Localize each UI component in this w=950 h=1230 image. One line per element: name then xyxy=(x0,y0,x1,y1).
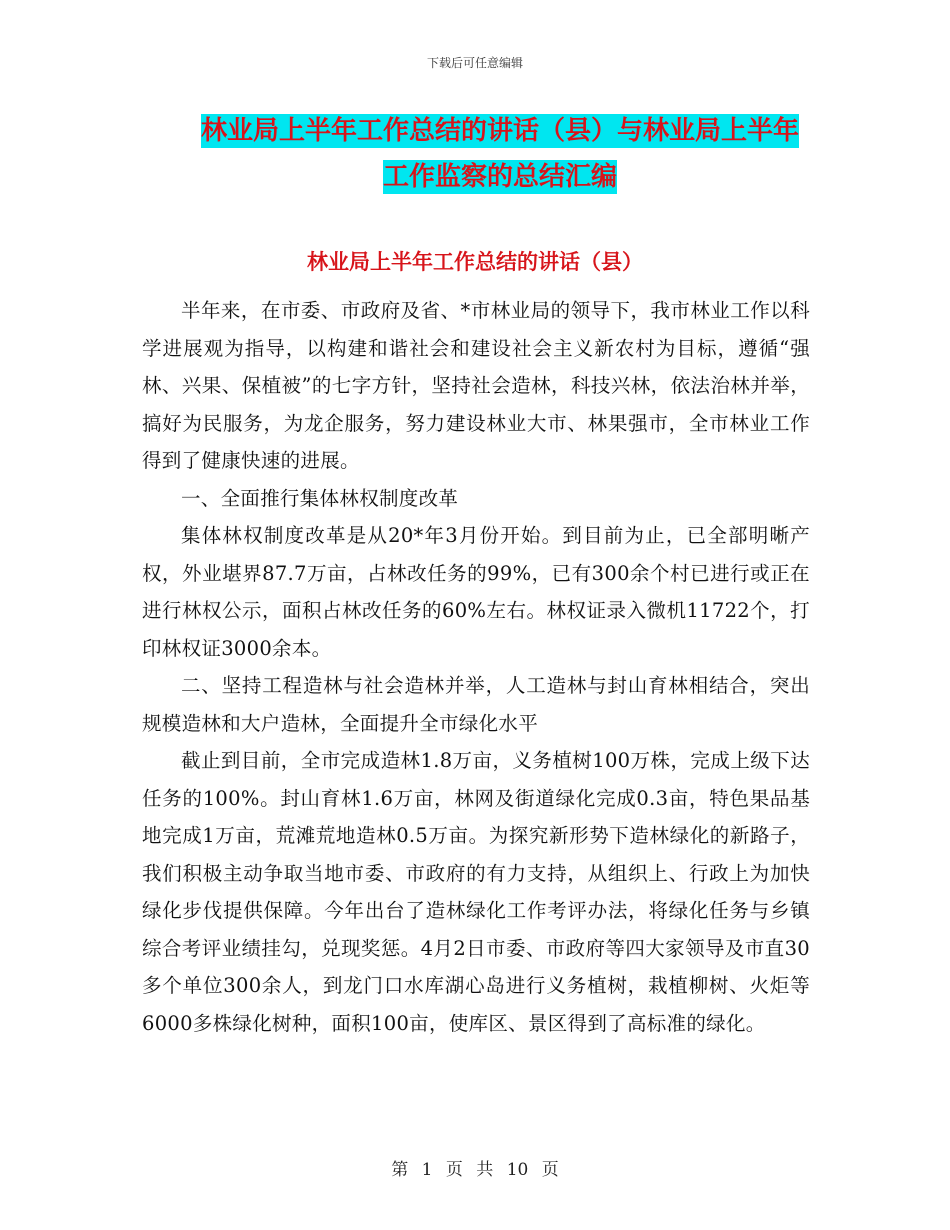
footer-suffix: 页 xyxy=(541,1160,559,1180)
paragraph-afforestation: 截止到目前，全市完成造林1.8万亩，义务植树100万株，完成上级下达任务的100%。封山育林1.6万亩，林网及街道绿化完成0.3亩，特色果品基地完成1万亩，荒滩荒地造林0.5万亩。为探究新形势下造林绿化的新路子，我们积极主动争取当地市委、市政府的有力支持，从组织上、行政上为加快绿化步伐提供保障。今年出台了造林绿化工作考评办法，将绿化任务与乡镇综合考评业绩挂勾，兑现奖惩。4月2日市委、市政府等四大家领导及市直30多个单位300余人，到龙门口水库湖心岛进行义务植树，栽植柳树、火炬等6000多株绿化树种，面积100亩，使库区、景区得到了高标准的绿化。 xyxy=(142,749,810,1035)
footer-current-page: 1 xyxy=(421,1160,433,1180)
header-note: 下载后可任意编辑 xyxy=(426,56,523,70)
footer-page-word: 页 xyxy=(445,1160,463,1180)
section-title: 林业局上半年工作总结的讲话（县） xyxy=(307,250,643,274)
heading-one: 一、全面推行集体林权制度改革 xyxy=(181,486,459,510)
footer-total-pages: 10 xyxy=(506,1160,529,1180)
paragraph-intro: 半年来，在市委、市政府及省、*市林业局的领导下，我市林业工作以科学进展观为指导，以构建和谐社会和建设社会主义新农村为目标，遵循“强林、兴果、保植被”的七字方针，坚持社会造林，科技兴林，依法治林并举，搞好为民服务，为龙企服务，努力建设林业大市、林果强市，全市林业工作得到了健康快速的进展。 xyxy=(142,299,810,472)
page-footer xyxy=(0,1155,950,1180)
footer-prefix: 第 xyxy=(391,1160,409,1180)
footer-total-word: 共 xyxy=(476,1160,494,1180)
heading-two: 二、坚持工程造林与社会造林并举，人工造林与封山育林相结合，突出规模造林和大户造林，全面提升全市绿化水平 xyxy=(142,674,810,735)
document-title-line-1: 林业局上半年工作总结的讲话（县）与林业局上半年 xyxy=(200,116,799,146)
document-title xyxy=(140,108,860,200)
paragraph-forest-rights: 集体林权制度改革是从20*年3月份开始。到目前为止，已全部明晰产权，外业堪界87.7万亩，占林改任务的99%，已有300余个村已进行或正在进行林权公示，面积占林改任务的60%左右。林权证录入微机11722个，打印林权证3000余本。 xyxy=(142,524,810,660)
document-body xyxy=(142,292,810,1042)
document-title-line-2: 工作监察的总结汇编 xyxy=(382,162,617,192)
